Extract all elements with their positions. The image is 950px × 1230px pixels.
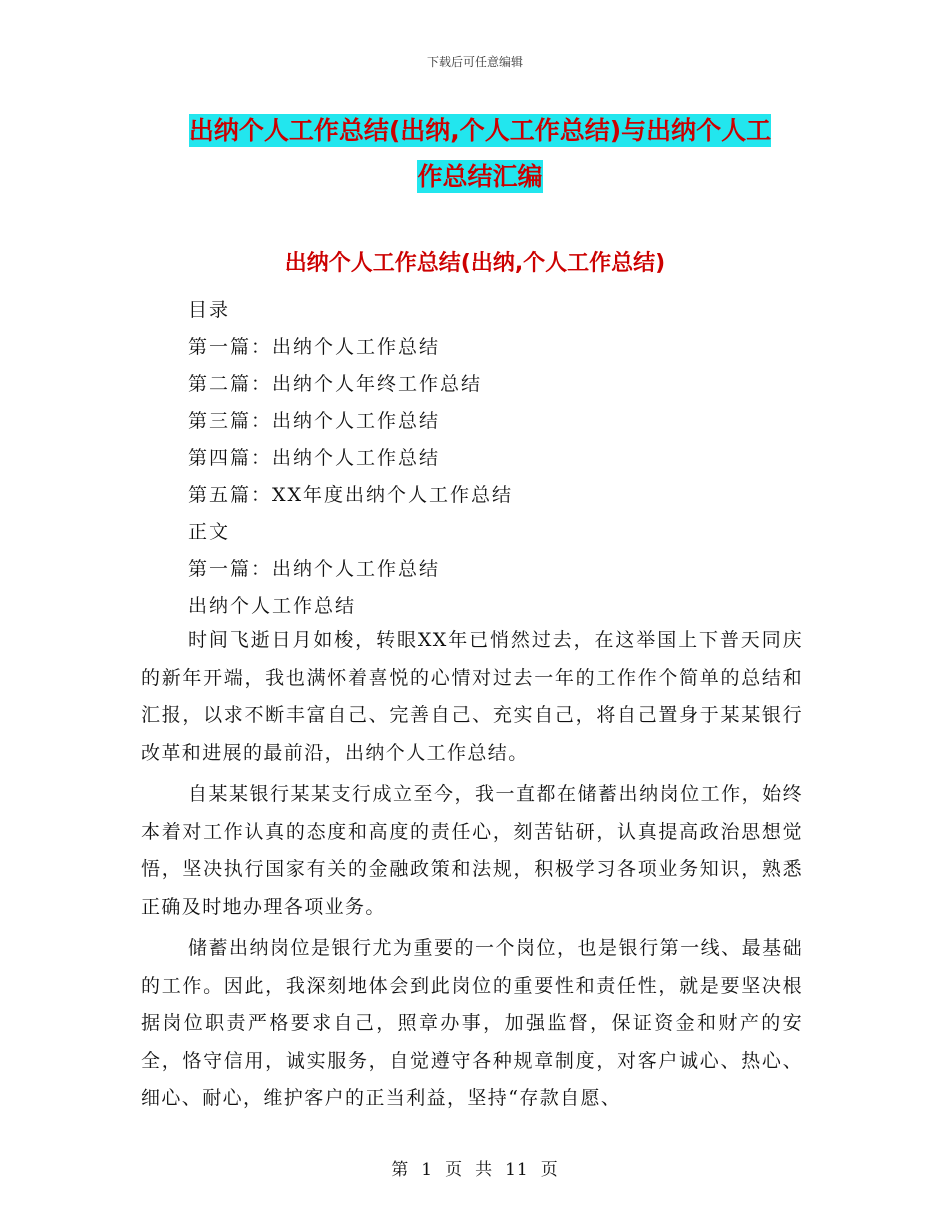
paragraph: 时间飞逝日月如梭，转眼XX年已悄然过去，在这举国上下普天同庆的新年开端，我也满怀着喜悦的心情对过去一年的工作作个简单的总结和汇报，以求不断丰富自己、完善自己、充实自己，将自己置身于某某银行改革和进展的最前沿，出纳个人工作总结。 [141, 629, 803, 764]
paragraph: 储蓄出纳岗位是银行尤为重要的一个岗位，也是银行第一线、最基础的工作。因此，我深刻地体会到此岗位的重要性和责任性，就是要坚决根据岗位职责严格要求自己，照章办事，加强监督，保证资金和财产的安全，恪守信用，诚实服务，自觉遵守各种规章制度，对客户诚心、热心、细心、耐心，维护客户的正当利益，坚持“存款自愿、 [141, 937, 803, 1109]
toc-line: 目录 [188, 299, 231, 321]
footer-total-label: 共 [475, 1160, 494, 1180]
toc-line: 第五篇：XX年度出纳个人工作总结 [188, 484, 514, 506]
header-note: 下载后可任意编辑 [426, 55, 523, 69]
toc-line: 出纳个人工作总结 [188, 595, 357, 617]
footer-prefix: 第 [391, 1160, 410, 1180]
body-text [141, 622, 803, 1122]
document-title [140, 108, 820, 200]
toc-line: 正文 [188, 521, 231, 543]
current-page-number: 1 [421, 1160, 434, 1180]
toc-line: 第一篇：出纳个人工作总结 [188, 558, 441, 580]
total-pages-number: 11 [505, 1160, 529, 1180]
footer-page-label: 页 [445, 1160, 464, 1180]
section-title: 出纳个人工作总结(出纳,个人工作总结) [284, 251, 666, 276]
footer-suffix: 页 [540, 1160, 559, 1180]
paragraph: 自某某银行某某支行成立至今，我一直都在储蓄出纳岗位工作，始终本着对工作认真的态度和高度的责任心，刻苦钻研，认真提高政治思想觉悟，坚决执行国家有关的金融政策和法规，积极学习各项业务知识，熟悉正确及时地办理各项业务。 [141, 783, 803, 918]
toc-line: 第三篇：出纳个人工作总结 [188, 410, 441, 432]
toc-line: 第二篇：出纳个人年终工作总结 [188, 373, 483, 395]
document-title-line2: 作总结汇编 [417, 162, 543, 191]
toc-line: 第一篇：出纳个人工作总结 [188, 336, 441, 358]
page-footer [0, 1155, 950, 1180]
toc-line: 第四篇：出纳个人工作总结 [188, 447, 441, 469]
table-of-contents [188, 292, 513, 625]
document-title-line1: 出纳个人工作总结(出纳,个人工作总结)与出纳个人工 [188, 116, 772, 145]
